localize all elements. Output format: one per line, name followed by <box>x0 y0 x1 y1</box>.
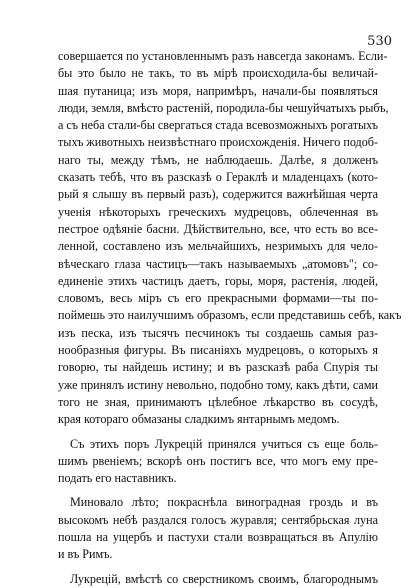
paragraph <box>58 571 378 588</box>
text-line: тыхъ животныхъ неизвѣстнаго происхожденія. Ничего подоб- <box>58 135 379 150</box>
page-number: 530 <box>367 34 392 49</box>
text-line: говорю, ты найдешь истину; и въ разсказѣ раба Спурія ты <box>58 360 378 375</box>
text-line: люди, земля, вмѣсто растеній, породила-бы чешуйчатыхъ рыбъ, <box>58 100 389 115</box>
text-line: шимъ рвеніемъ; вскорѣ онъ постигъ все, что могъ ему пре- <box>58 453 378 468</box>
paragraph-gap <box>58 487 378 494</box>
text-line: рый я слышу въ первый разъ), содержится важнѣйшая черта <box>58 187 378 202</box>
text-line: словомъ, весь міръ съ его прекрасными формами—ты по- <box>58 291 378 306</box>
text-line: сказать тебѣ, что въ разсказѣ о Гераклѣ и младенцахъ (кото- <box>58 170 378 185</box>
text-line: единеніе этихъ частицъ даетъ, горы, моря, растенія, людей, <box>58 273 378 288</box>
paragraph <box>58 494 378 563</box>
text-line: ленной, составлено изъ мельчайшихъ, незримыхъ для чело- <box>58 239 378 254</box>
text-line: высокомъ небѣ раздался голосъ журавля; сентябрьская луна <box>58 512 378 527</box>
text-line: вѣческаго глаза частицъ—такъ называемыхъ „атомовъ"; со- <box>58 256 378 271</box>
paragraph-gap <box>58 429 378 436</box>
text-line: пошла на ущербъ и пастухи стали возвращаться въ Апулію <box>58 530 378 545</box>
text-line: пестрое одѣяніе басни. Дѣйствительно, все, что есть во все- <box>58 221 378 236</box>
text-line: Лукрецій, вмѣстѣ со сверстникомъ своимъ, благороднымъ <box>70 571 378 586</box>
text-line: а съ неба стали-бы свергаться стада всевозможныхъ рогатыхъ <box>58 118 379 133</box>
text-line: наго ты, между тѣмъ, не наблюдаешь. Далѣе, я долженъ <box>58 152 378 167</box>
paragraph <box>58 48 402 429</box>
paragraph <box>58 436 378 488</box>
text-line: подать его наставникъ. <box>58 471 177 486</box>
text-line: того не зная, принимаютъ цѣлебное лѣкарство въ сосудѣ, <box>58 394 378 409</box>
text-line: и въ Римъ. <box>58 547 113 562</box>
text-line: края котораго обмазаны сладкимъ янтарнымъ медомъ. <box>58 412 340 427</box>
text-line: Миновало лѣто; покраснѣла виноградная гроздь и въ <box>70 495 378 510</box>
text-line: совершается по установленнымъ разъ навсегда законамъ. Если- <box>58 49 388 63</box>
body-text <box>58 48 402 588</box>
text-line: ученія нѣкоторыхъ греческихъ мудрецовъ, облеченная въ <box>58 204 378 219</box>
text-line: уже принялъ истину невольно, подобно тому, какъ дѣти, сами <box>58 377 378 392</box>
text-line: бы это было не такъ, то въ мірѣ происходила-бы величай- <box>58 66 378 81</box>
text-line: поймешь это наилучшимъ образомъ, если представишь себѣ, какъ <box>58 308 402 323</box>
paragraph-gap <box>58 564 378 571</box>
text-line: шая путаница; изъ моря, напримѣръ, начали-бы появляться <box>58 83 378 98</box>
text-line: изъ песка, изъ тысячъ песчинокъ ты создаешь самыя раз- <box>58 325 378 340</box>
text-line: нообразныя фигуры. Въ писаніяхъ мудрецовъ, о которыхъ я <box>58 343 378 358</box>
text-line: Съ этихъ поръ Лукрецій принялся учиться съ еще боль- <box>70 436 378 451</box>
